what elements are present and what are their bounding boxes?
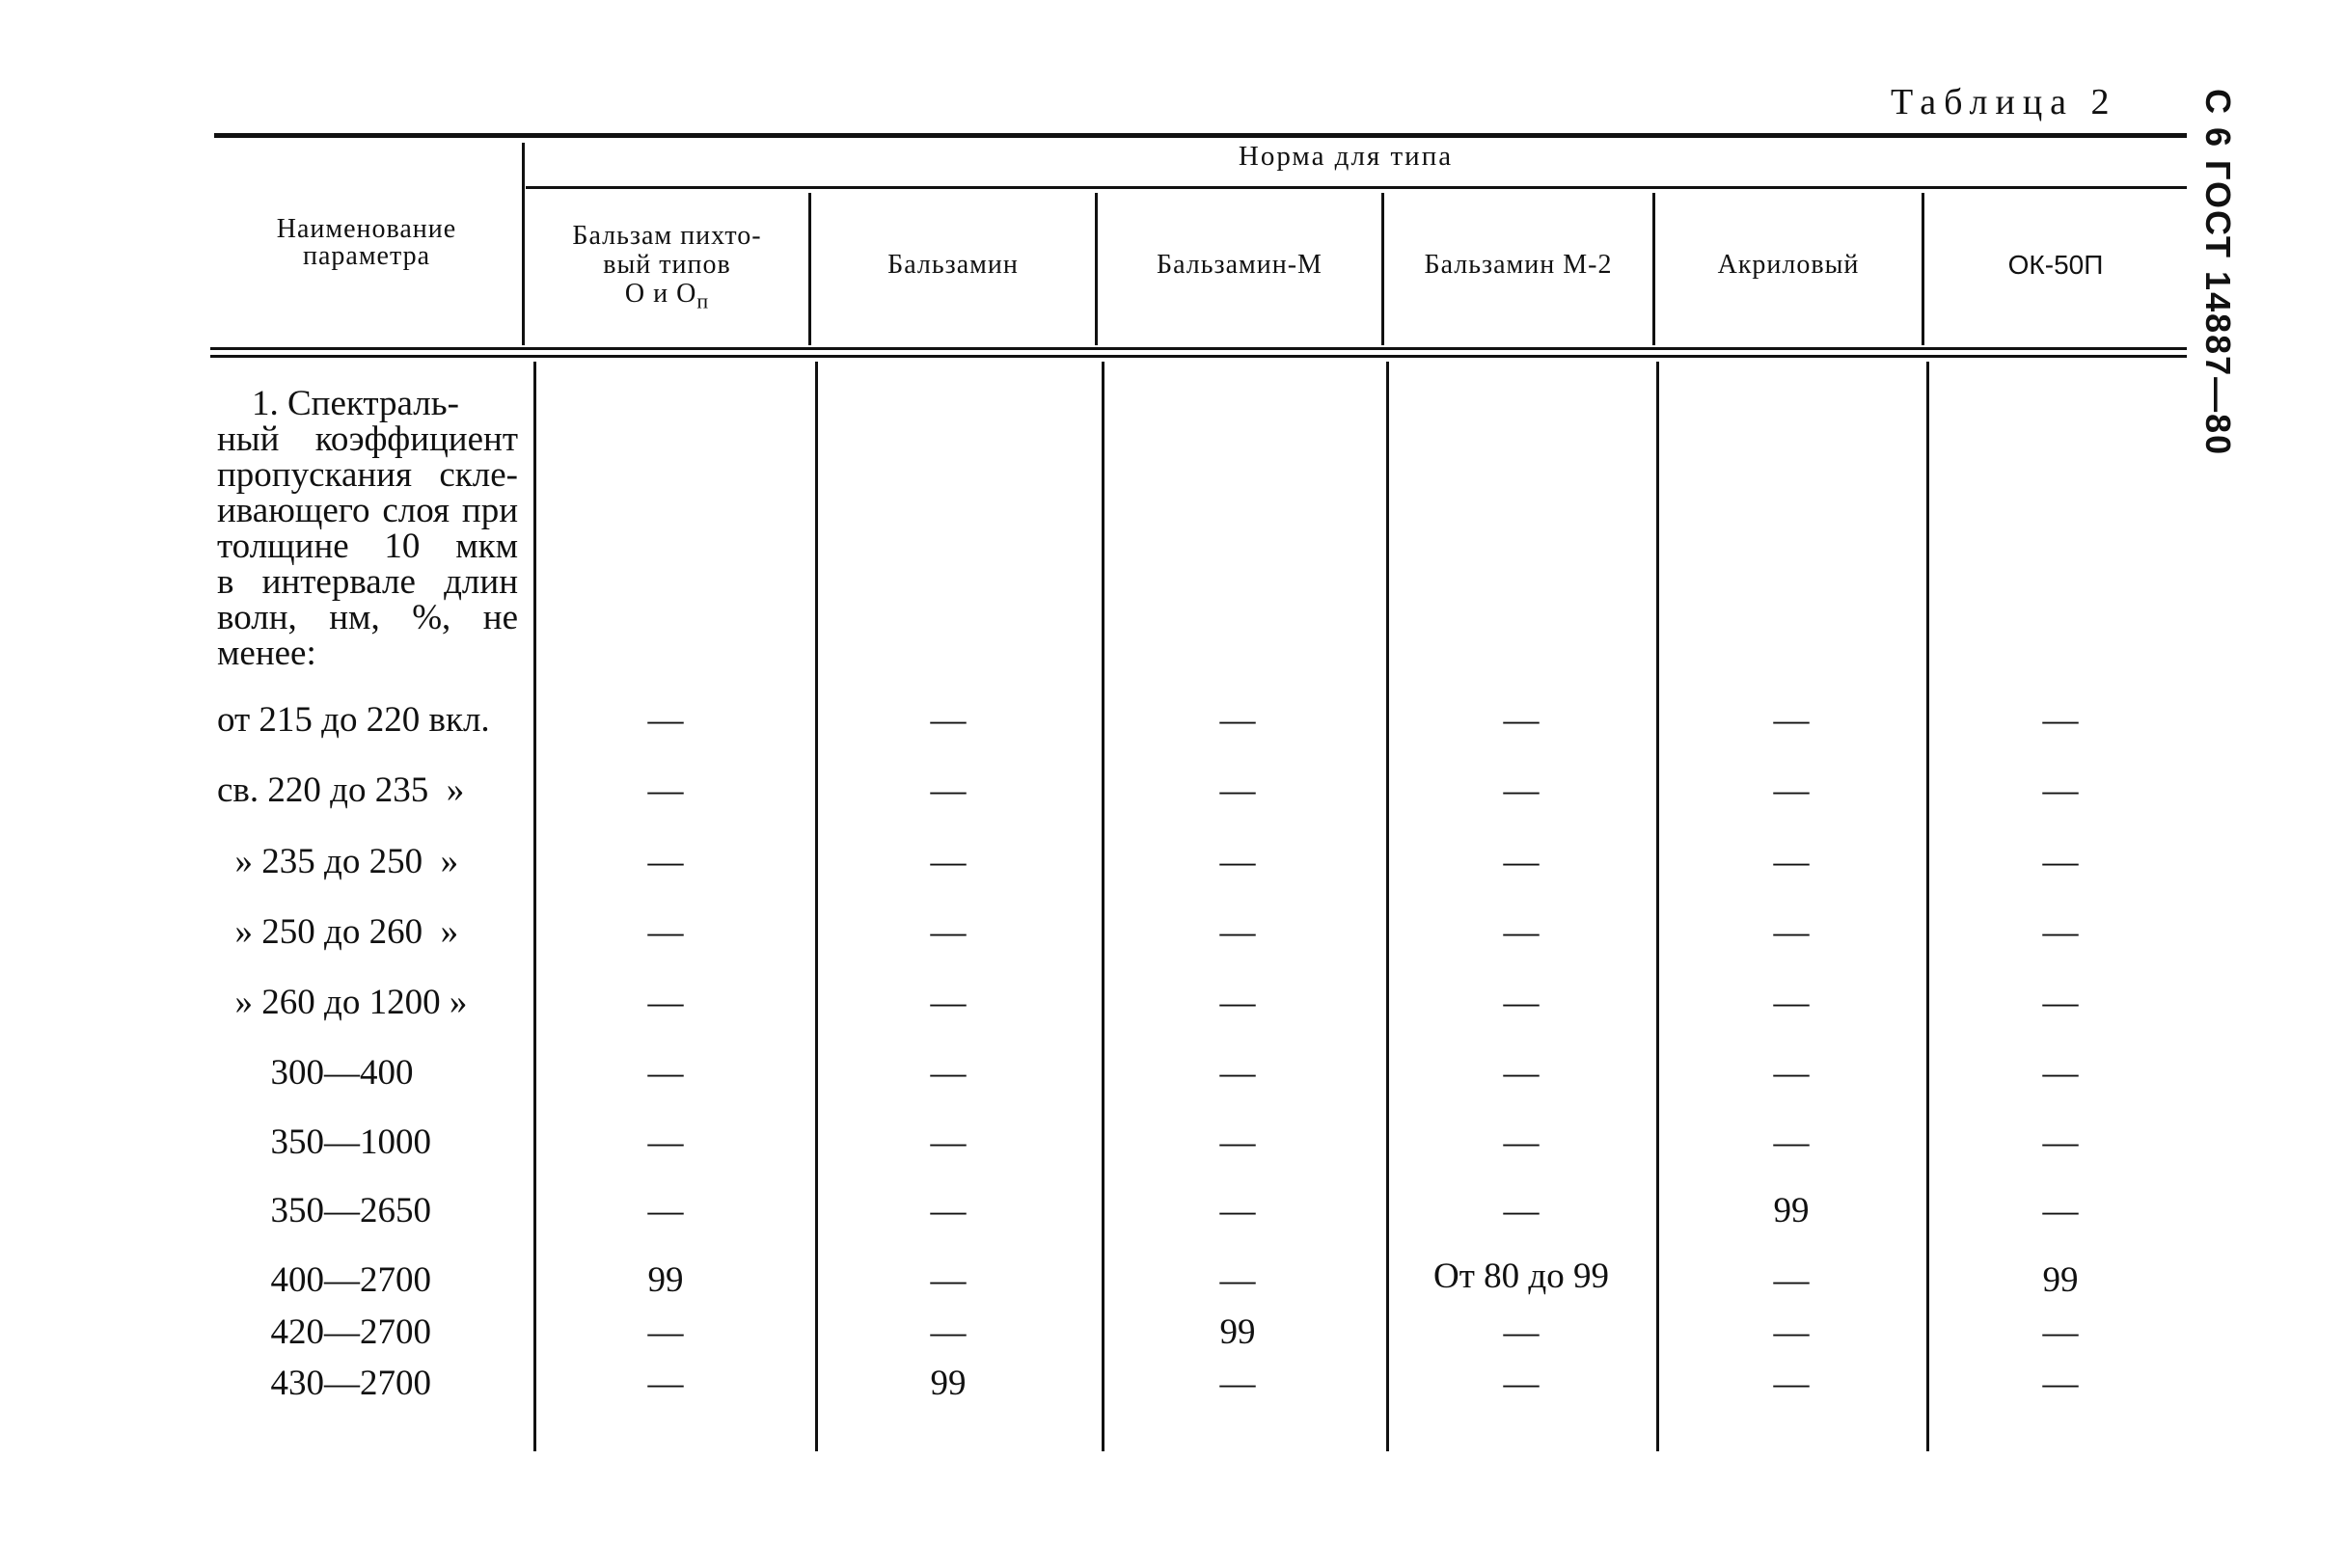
row-label: от 215 до 220 вкл.: [217, 700, 490, 740]
cell: —: [647, 842, 684, 881]
row-label: » 235 до 250 »: [217, 842, 459, 881]
cell: —: [1773, 1122, 1810, 1162]
param-column-header: Наименование параметра: [276, 214, 457, 271]
column-header-acrylic: Акриловый: [1717, 250, 1860, 280]
col-divider-2-body: [1102, 362, 1104, 1451]
cell: —: [1503, 1312, 1540, 1352]
cell: —: [1219, 1364, 1256, 1403]
cell: —: [1773, 842, 1810, 881]
cell: —: [647, 1312, 684, 1352]
col-divider-param-body: [533, 362, 536, 1451]
row-label: 430—2700: [217, 1364, 431, 1403]
cell: —: [1773, 1312, 1810, 1352]
row-label: » 250 до 260 »: [217, 912, 459, 952]
cell: —: [930, 983, 967, 1022]
cell: —: [647, 1364, 684, 1403]
cell: —: [930, 1312, 967, 1352]
cell: —: [1503, 1053, 1540, 1093]
cell: —: [1773, 1260, 1810, 1300]
cell: —: [647, 700, 684, 740]
cell: —: [1773, 983, 1810, 1022]
cell: —: [1503, 983, 1540, 1022]
cell: —: [1773, 770, 1810, 810]
cell: —: [930, 1053, 967, 1093]
cell: —: [1503, 1364, 1540, 1403]
cell: —: [2042, 842, 2079, 881]
cell: —: [1219, 912, 1256, 952]
row-label: » 260 до 1200 »: [217, 983, 468, 1022]
cell: —: [930, 912, 967, 952]
cell: 99: [1773, 1191, 1810, 1230]
parameter-description: 1. Спектраль- ный коэффициент пропускания скле- ивающего слоя при толщине 10 мкм в интервале длин волн, нм, %, не менее:: [217, 384, 518, 673]
cell: От 80 до 99: [1433, 1257, 1609, 1296]
cell: —: [2042, 983, 2079, 1022]
header-bottom-rule-1: [210, 347, 2187, 350]
col-divider-5-body: [1926, 362, 1929, 1451]
row-label: 420—2700: [217, 1312, 431, 1352]
cell: —: [1219, 1260, 1256, 1300]
cell: —: [647, 912, 684, 952]
row-label: 350—1000: [217, 1122, 431, 1162]
cell: 99: [2042, 1260, 2079, 1300]
column-header-balsamin-m: Бальзамин-М: [1157, 250, 1322, 280]
cell: —: [647, 1191, 684, 1230]
cell: —: [2042, 1364, 2079, 1403]
col-divider-param: [522, 143, 525, 345]
group-header-rule: [526, 186, 2187, 189]
cell: —: [930, 700, 967, 740]
cell: —: [647, 983, 684, 1022]
cell: —: [930, 1191, 967, 1230]
cell: —: [1219, 1122, 1256, 1162]
column-header-ok50p: ОК-50П: [2007, 250, 2104, 280]
cell: —: [930, 1122, 967, 1162]
cell: —: [1219, 700, 1256, 740]
cell: —: [1219, 1053, 1256, 1093]
cell: —: [1773, 912, 1810, 952]
cell: —: [2042, 1312, 2079, 1352]
cell: —: [647, 1053, 684, 1093]
cell: —: [1219, 983, 1256, 1022]
row-label: 400—2700: [217, 1260, 431, 1300]
header-bottom-rule-2: [210, 355, 2187, 358]
table-top-rule: [214, 133, 2187, 138]
cell: 99: [1219, 1312, 1256, 1352]
cell: 99: [647, 1260, 684, 1300]
group-header: Норма для типа: [1238, 141, 1454, 172]
cell: —: [2042, 700, 2079, 740]
cell: —: [1503, 770, 1540, 810]
cell: —: [930, 1260, 967, 1300]
table-caption: Таблица 2: [1891, 82, 2117, 122]
row-label: св. 220 до 235 »: [217, 770, 465, 810]
cell: —: [1219, 1191, 1256, 1230]
row-label: 350—2650: [217, 1191, 431, 1230]
cell: —: [2042, 1191, 2079, 1230]
cell: —: [1773, 1364, 1810, 1403]
cell: —: [1773, 1053, 1810, 1093]
col-divider-1-body: [815, 362, 818, 1451]
cell: —: [2042, 912, 2079, 952]
col-divider-4-body: [1656, 362, 1659, 1451]
standard-code: С 6 ГОСТ 14887—80: [2198, 89, 2238, 457]
cell: —: [930, 770, 967, 810]
cell: —: [2042, 1122, 2079, 1162]
row-label: 300—400: [217, 1053, 414, 1093]
cell: —: [2042, 1053, 2079, 1093]
column-header-fir-balsam: Бальзам пихто- вый типов О и $О_п$: [572, 221, 762, 313]
cell: —: [1773, 700, 1810, 740]
cell: —: [1503, 842, 1540, 881]
cell: 99: [930, 1364, 967, 1403]
column-header-balsamin: Бальзамин: [887, 250, 1019, 280]
column-header-balsamin-m2: Бальзамин М-2: [1424, 250, 1613, 280]
cell: —: [930, 842, 967, 881]
cell: —: [647, 1122, 684, 1162]
cell: —: [1219, 770, 1256, 810]
cell: —: [647, 770, 684, 810]
cell: —: [1503, 700, 1540, 740]
cell: —: [1219, 842, 1256, 881]
cell: —: [1503, 1191, 1540, 1230]
cell: —: [1503, 1122, 1540, 1162]
cell: —: [2042, 770, 2079, 810]
cell: —: [1503, 912, 1540, 952]
